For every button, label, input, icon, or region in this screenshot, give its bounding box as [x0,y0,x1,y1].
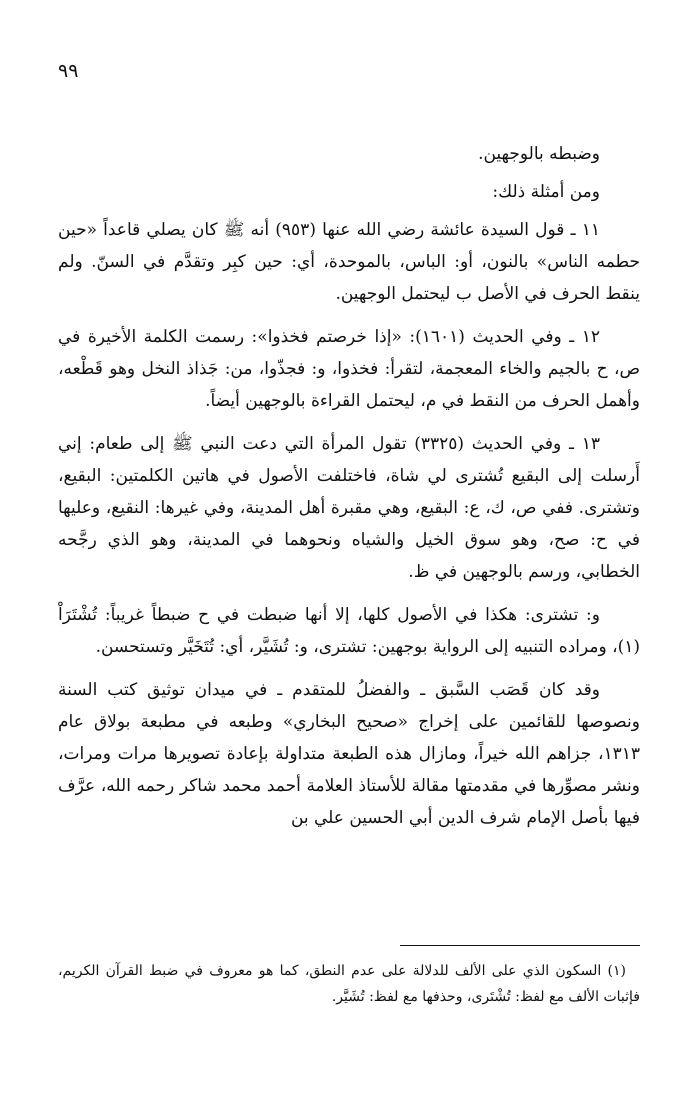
paragraph: وضبطه بالوجهين. [478,144,600,164]
paragraph: وقد كان قَصَب السَّبق ـ والفضلُ للمتقدم ـ في ميدان توثيق كتب السنة ونصوصها للقائمين على إخراج «صحيح البخاري» وطبعه في مطبعة بولاق عام ١٣١٣، جزاهم الله خيراً، ومازال هذه الطبعة متداولة بإعادة تصويرها مرات ومرات، ونشر مصوِّرها في مقدمتها مقالة للأستاذ العلامة أحمد محمد شاكر رحمه الله، عرَّف فيها بأصل الإمام شرف الدين أبي الحسين علي بن [58,680,640,828]
paragraph: ١٣ ـ وفي الحديث (٣٣٢٥) تقول المرأة التي دعت النبي ﷺ إلى طعام: إني أَرسلت إلى البقيع تُشترى لي شاة، فاختلفت الأصول في هاتين الكلمتين: البقيع، وتشترى. ففي ص، ك، ع: البقيع، وهي مقبرة أهل المدينة، وفي غيرها: النقيع، وعليها في ح: صح، وهو سوق الخيل والشياه ونحوهما في المدينة، وهو الذي رجَّحه الخطابي، ورسم بالوجهين في ظ. [58,434,640,582]
footnote-rule [400,945,640,946]
paragraph: و: تشترى: هكذا في الأصول كلها، إلا أنها ضبطت في ح ضبطاً غريباً: تُشْتَرَاْ (١)، ومراده التنبيه إلى الرواية بوجهين: تشترى، و: تُشَيَّر، أي: تُتَخَيَّر وتستحسن. [58,605,640,657]
page-number: ٩٩ [58,60,79,82]
footnotes [58,958,640,1010]
body-text [58,138,640,845]
paragraph: ومن أمثلة ذلك: [492,182,600,202]
paragraph: ١٢ ـ وفي الحديث (١٦٠١): «إذا خرصتم فخذوا»: رسمت الكلمة الأخيرة في ص، ح بالجيم والخاء المعجمة، لتقرأ: فخذوا، و: فجذّوا، من: جَذاذ النخل وهو قَطْعه، وأهمل الحرف من النقط في م، ليحتمل القراءة بالوجهين أيضاً. [58,327,640,411]
footnote: (١) السكون الذي على الألف للدلالة على عدم النطق، كما هو معروف في ضبط القرآن الكريم، فإثبات الألف مع لفظ: تُشْتَرى، وحذفها مع لفظ: تُشَيَّر. [58,963,640,1005]
paragraph: ١١ ـ قول السيدة عائشة رضي الله عنها (٩٥٣) أنه ﷺ كان يصلي قاعداً «حين حطمه الناس» بالنون، أو: الباس، بالموحدة، أي: حين كبِر وتقدَّم في السنّ. ولم ينقط الحرف في الأصل ب ليحتمل الوجهين. [58,220,640,304]
